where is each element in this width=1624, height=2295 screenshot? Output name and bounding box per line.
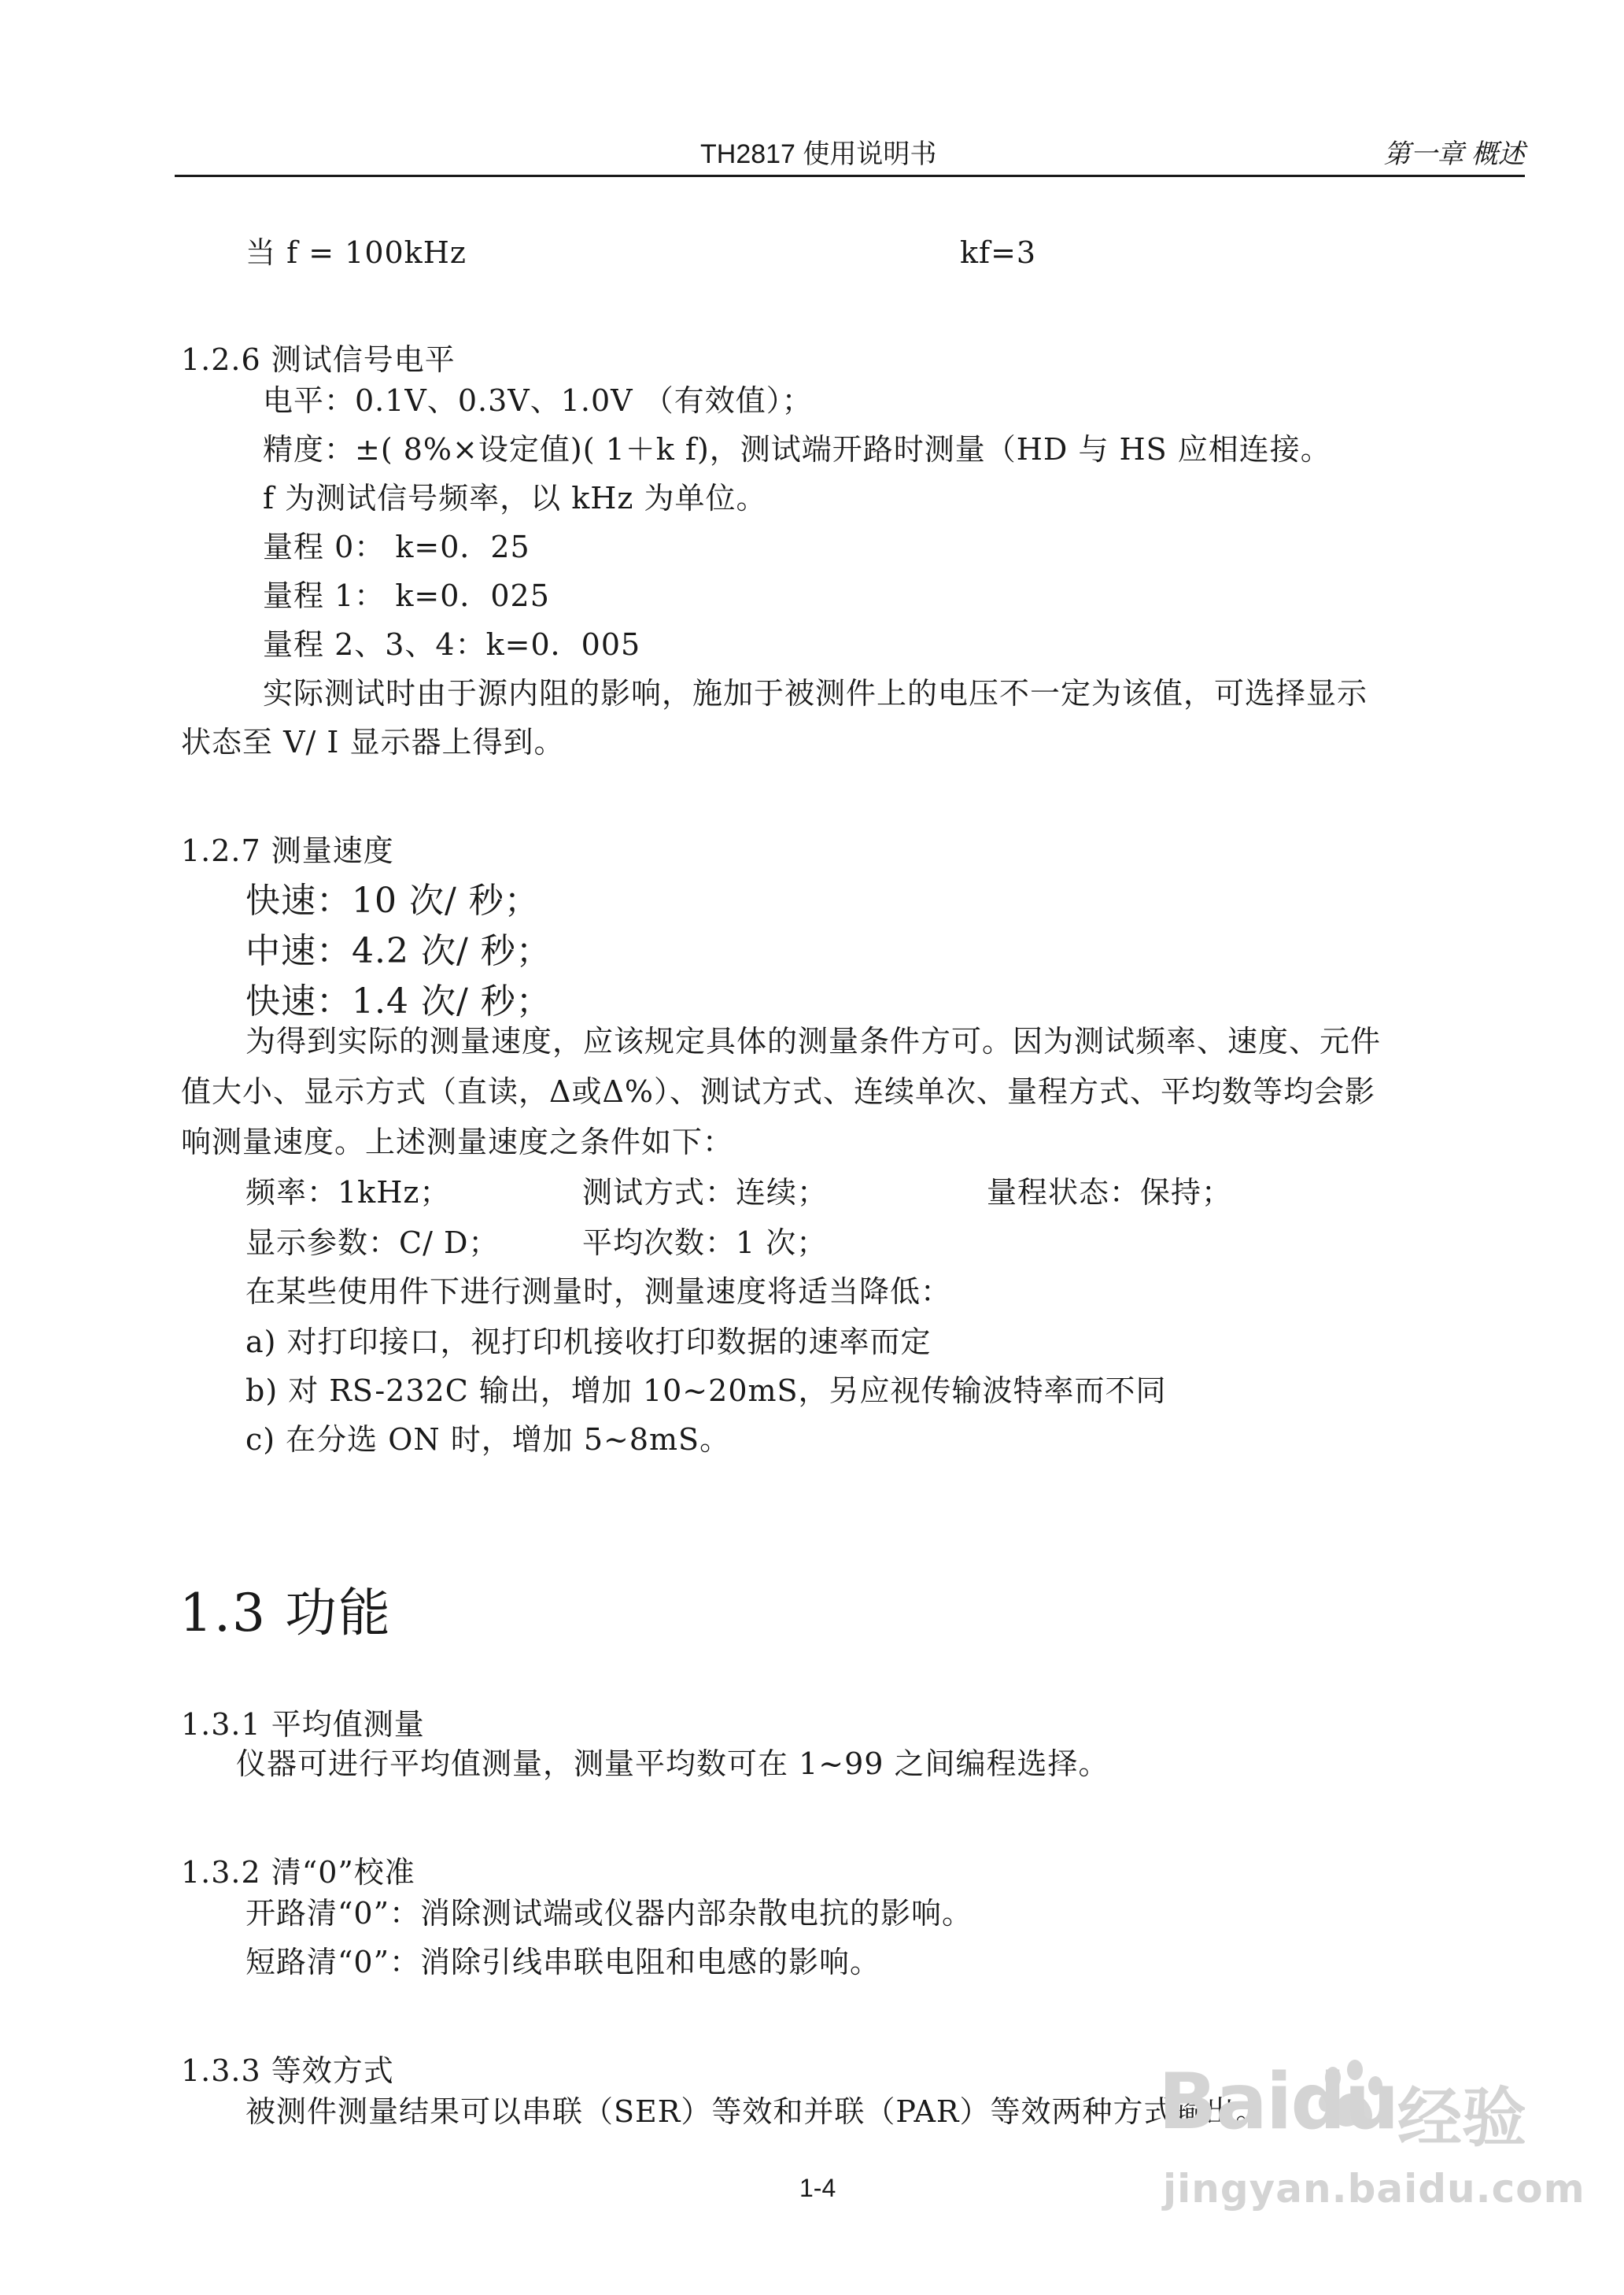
section-heading-1-3-2: 1.3.2 清“0”校准 <box>181 1855 415 1890</box>
range-1-line: 量程 1： k=0．025 <box>263 578 550 613</box>
header-divider <box>175 175 1525 177</box>
item-b: b) 对 RS-232C 输出，增加 10~20mS，另应视传输波特率而不同 <box>245 1373 1167 1408</box>
range-0-line: 量程 0： k=0．25 <box>263 530 530 564</box>
header-title: TH2817 使用说明书 <box>700 139 937 169</box>
freq-line-left: 当 f = 100kHz <box>245 235 467 270</box>
header-chapter: 第一章 概述 <box>1383 139 1525 169</box>
cond-frequency: 频率：1kHz； <box>245 1175 451 1210</box>
speed-fast: 快速：10 次/ 秒； <box>245 881 540 921</box>
section-heading-1-3: 1.3 功能 <box>179 1583 392 1643</box>
section-heading-1-3-1: 1.3.1 平均值测量 <box>181 1707 425 1742</box>
equivalent-mode-text: 被测件测量结果可以串联（SER）等效和并联（PAR）等效两种方式输出。 <box>245 2094 1267 2129</box>
speed-reduce-note: 在某些使用件下进行测量时，测量速度将适当降低： <box>245 1274 952 1309</box>
section-heading-1-2-7: 1.2.7 测量速度 <box>181 833 394 868</box>
page-number: 1-4 <box>799 2174 836 2202</box>
speed-medium: 中速：4.2 次/ 秒； <box>245 931 552 971</box>
speed-para-line-2: 值大小、显示方式（直读，Δ或Δ%）、测试方式、连续单次、量程方式、平均数等均会影 <box>181 1074 1375 1109</box>
watermark-url: jingyan.baidu.com <box>1163 2166 1585 2212</box>
speed-para-line-3: 响测量速度。上述测量速度之条件如下： <box>181 1125 734 1159</box>
watermark-brand: Baidu <box>1158 2057 1398 2147</box>
note-line-2: 状态至 V/ I 显示器上得到。 <box>181 725 565 759</box>
freq-line-right: kf=3 <box>960 235 1037 270</box>
watermark-brand-cn: 经验 <box>1397 2081 1527 2156</box>
note-line-1: 实际测试时由于源内阻的影响，施加于被测件上的电压不一定为该值，可选择显示 <box>263 676 1368 711</box>
short-zero-line: 短路清“0”：消除引线串联电阻和电感的影响。 <box>245 1945 881 1979</box>
item-a: a) 对打印接口，视打印机接收打印数据的速率而定 <box>245 1325 932 1359</box>
cond-test-mode: 测试方式：连续； <box>582 1175 829 1210</box>
section-heading-1-3-3: 1.3.3 等效方式 <box>181 2053 394 2088</box>
speed-para-line-1: 为得到实际的测量速度，应该规定具体的测量条件方可。因为测试频率、速度、元件 <box>245 1024 1382 1059</box>
item-c: c) 在分选 ON 时，增加 5~8mS。 <box>245 1422 731 1457</box>
freq-unit-line: f 为测试信号频率，以 kHz 为单位。 <box>263 481 767 516</box>
range-234-line: 量程 2、3、4：k=0．005 <box>263 627 641 662</box>
section-heading-1-2-6: 1.2.6 测试信号电平 <box>181 342 456 377</box>
accuracy-line: 精度：±( 8%×设定值)( 1＋k f)，测试端开路时测量（HD 与 HS 应相连接。 <box>263 432 1331 467</box>
speed-slow: 快速：1.4 次/ 秒； <box>245 981 552 1022</box>
level-line: 电平：0.1V、0.3V、1.0V （有效值）； <box>263 383 813 418</box>
cond-display-param: 显示参数：C/ D； <box>245 1225 500 1260</box>
cond-average-count: 平均次数：1 次； <box>582 1225 828 1260</box>
cond-range-state: 量程状态：保持； <box>987 1175 1233 1210</box>
average-text: 仪器可进行平均值测量，测量平均数可在 1~99 之间编程选择。 <box>236 1746 1109 1781</box>
open-zero-line: 开路清“0”：消除测试端或仪器内部杂散电抗的影响。 <box>245 1896 973 1931</box>
